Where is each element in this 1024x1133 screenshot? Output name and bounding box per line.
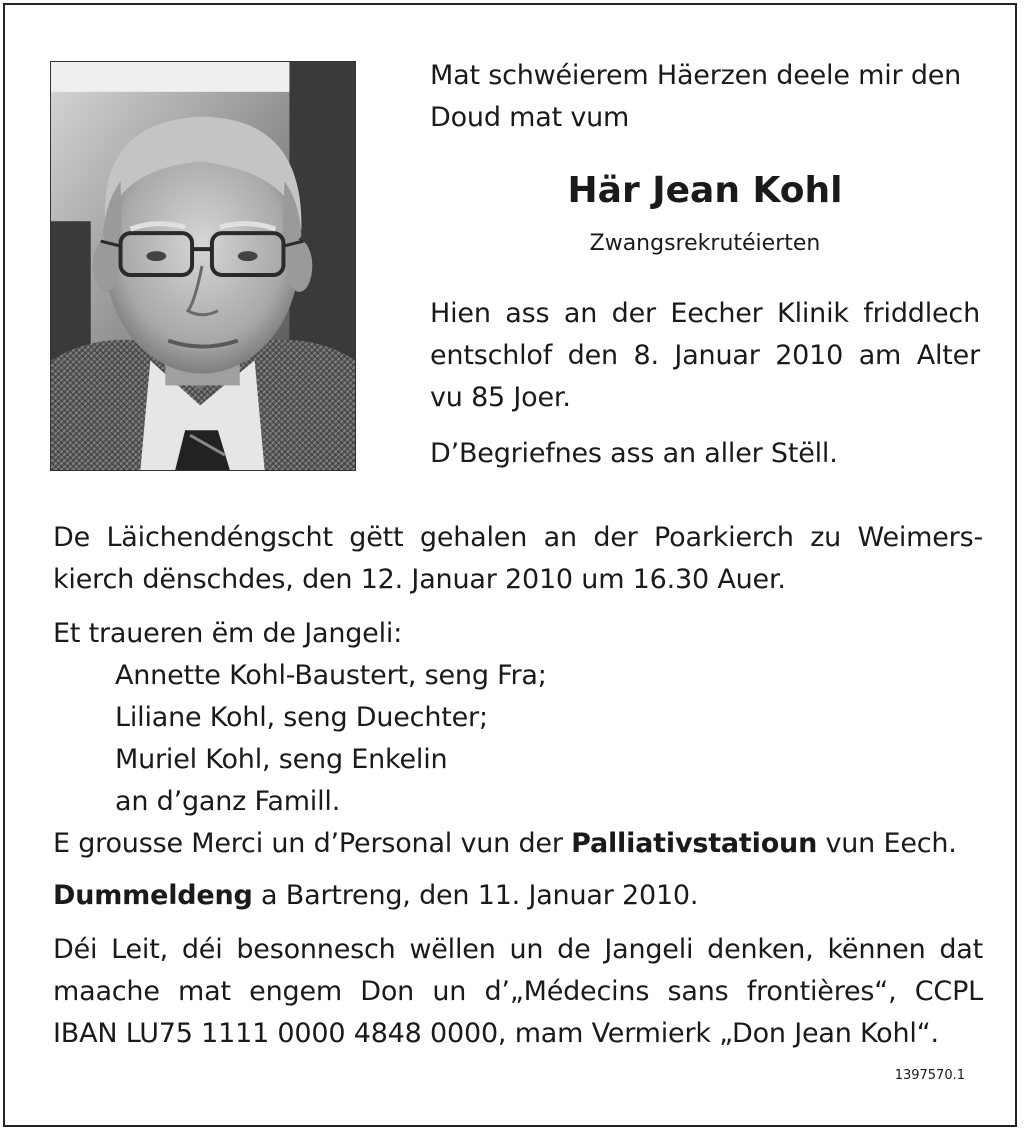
mourner-2: Liliane Kohl, seng Duechter; xyxy=(115,702,488,733)
deceased-name: Här Jean Kohl xyxy=(567,170,843,211)
mourner-1: Annette Kohl-Baustert, seng Fra; xyxy=(115,660,547,691)
death-line-1: Hien ass an der Eecher Klinik friddlech xyxy=(430,298,980,329)
thanks-before: E grousse Merci un d’Personal vun der xyxy=(53,828,572,859)
death-line-3: vu 85 Joer. xyxy=(430,382,571,413)
intro-line-1: Mat schwéierem Häerzen deele mir den xyxy=(430,60,962,91)
funeral-line-1: De Läichendéngscht gëtt gehalen an der Poarkierch zu Weimers- xyxy=(53,522,983,553)
donation-line-3: IBAN LU75 1111 0000 4848 0000, mam Vermierk „Don Jean Kohl“. xyxy=(53,1018,939,1049)
mourner-4: an d’ganz Famill. xyxy=(115,786,341,817)
donation-line-2: maache mat engem Don un d’„Médecins sans frontières“, CCPL xyxy=(53,976,983,1007)
portrait-photo xyxy=(50,61,356,471)
obituary-frame xyxy=(3,3,1017,1127)
mourner-3: Muriel Kohl, seng Enkelin xyxy=(115,744,448,775)
mourners-intro: Et traueren ëm de Jangeli: xyxy=(53,618,403,649)
intro-line-2: Doud mat vum xyxy=(430,102,630,133)
place-date-rest: a Bartreng, den 11. Januar 2010. xyxy=(252,880,699,911)
thanks-bold: Palliativstatioun xyxy=(571,828,818,859)
deceased-subtitle: Zwangsrekrutéierten xyxy=(589,231,821,256)
funeral-privacy-note: D’Begriefnes ass an aller Stëll. xyxy=(430,438,838,469)
death-line-2: entschlof den 8. Januar 2010 am Alter xyxy=(430,340,980,371)
funeral-line-2: kierch dënschdes, den 12. Januar 2010 um 16.30 Auer. xyxy=(53,564,786,595)
place-bold: Dummeldeng xyxy=(53,880,253,911)
place-date-line xyxy=(53,875,983,917)
donation-line-1: Déi Leit, déi besonnesch wëllen un de Jangeli denken, kënnen dat xyxy=(53,934,983,965)
thanks-after: vun Eech. xyxy=(817,828,957,859)
thanks-line xyxy=(53,823,983,865)
reference-number: 1397570.1 xyxy=(894,1068,965,1083)
